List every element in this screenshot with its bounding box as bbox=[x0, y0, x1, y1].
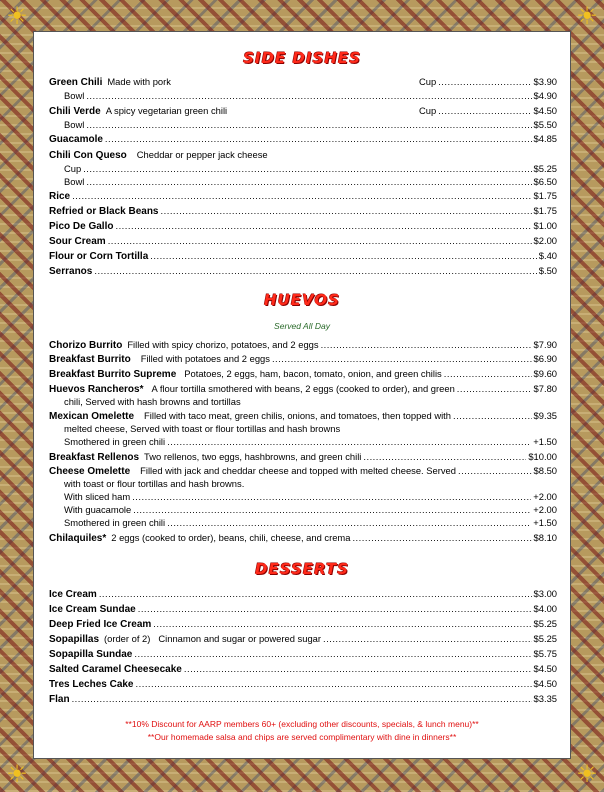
menu-item-chilaquiles: Chilaquiles* 2 eggs (cooked to order), beans, chili, cheese, and crema ..... $8.10 bbox=[49, 532, 557, 545]
sun-icon: ☀ bbox=[576, 761, 598, 788]
menu-item-chili-con-queso: Chili Con Queso Cheddar or pepper jack cheese bbox=[49, 149, 268, 161]
menu-item-description: melted cheese, Served with toast or flour tortillas and hash browns bbox=[64, 423, 341, 434]
menu-item-ice-cream: Ice Cream ..... $3.00 bbox=[49, 588, 557, 601]
menu-item-chorizo-burrito: Chorizo Burrito Filled with spicy chorizo, potatoes, and 2 eggs ..... $7.90 bbox=[49, 339, 557, 352]
menu-item-option: Smothered in green chili ..... +1.50 bbox=[64, 517, 557, 529]
section-title-desserts: DESSERTS bbox=[255, 560, 349, 578]
menu-item-tres-leches: Tres Leches Cake ..... $4.50 bbox=[49, 678, 557, 691]
sun-icon: ☀ bbox=[6, 761, 28, 788]
menu-item-cheese-omelette: Cheese Omelette Filled with jack and cheddar cheese and topped with melted cheese. Served ..... $8.50 bbox=[49, 465, 557, 478]
menu-item-chili-verde: Chili Verde A spicy vegetarian green chili Cup ..... $4.50 bbox=[49, 105, 557, 118]
menu-item-breakfast-burrito: Breakfast Burrito Filled with potatoes and 2 eggs ..... $6.90 bbox=[49, 353, 557, 366]
menu-item-burrito-supreme: Breakfast Burrito Supreme Potatoes, 2 eggs, ham, bacon, tomato, onion, and green chilis ..... $9.60 bbox=[49, 368, 557, 381]
menu-item-beans: Refried or Black Beans ..... $1.75 bbox=[49, 205, 557, 218]
menu-item-sopapillas: Sopapillas (order of 2) Cinnamon and sugar or powered sugar ..... $5.25 bbox=[49, 633, 557, 646]
menu-panel bbox=[33, 31, 571, 759]
menu-item-description: with toast or flour tortillas and hash browns. bbox=[64, 478, 245, 489]
sun-icon: ☀ bbox=[576, 3, 598, 30]
section-subtitle-huevos: Served All Day bbox=[274, 321, 330, 331]
menu-item-huevos-rancheros: Huevos Rancheros* A flour tortilla smothered with beans, 2 eggs (cooked to order), and green ..... $7.80 bbox=[49, 383, 557, 396]
menu-item-cheesecake: Salted Caramel Cheesecake ..... $4.50 bbox=[49, 663, 557, 676]
menu-item-queso-bowl: Bowl ..... $6.50 bbox=[64, 176, 557, 188]
menu-item-mexican-omelette: Mexican Omelette Filled with taco meat, green chilis, onions, and tomatoes, then topped with ..... $9.35 bbox=[49, 410, 557, 423]
menu-item-tortilla: Flour or Corn Tortilla ..... $.40 bbox=[49, 250, 557, 263]
aarp-discount-note: **10% Discount for AARP members 60+ (excluding other discounts, specials, & lunch menu)** bbox=[125, 719, 479, 729]
menu-item-flan: Flan ..... $3.35 bbox=[49, 693, 557, 706]
menu-item-deep-fried-ice-cream: Deep Fried Ice Cream ..... $5.25 bbox=[49, 618, 557, 631]
menu-item-option: With guacamole ..... +2.00 bbox=[64, 504, 557, 516]
menu-item-sopapilla-sundae: Sopapilla Sundae ..... $5.75 bbox=[49, 648, 557, 661]
menu-item-pico: Pico De Gallo ..... $1.00 bbox=[49, 220, 557, 233]
salsa-note: **Our homemade salsa and chips are served complimentary with dine in dinners** bbox=[147, 732, 457, 742]
menu-item-option: With sliced ham ..... +2.00 bbox=[64, 491, 557, 503]
menu-item-serranos: Serranos ..... $.50 bbox=[49, 265, 557, 278]
menu-item-green-chili: Green Chili Made with pork Cup ..... $3.90 bbox=[49, 76, 557, 89]
section-title-side-dishes: SIDE DISHES bbox=[243, 49, 361, 67]
menu-item-option: Smothered in green chili ..... +1.50 bbox=[64, 436, 557, 448]
menu-item-rice: Rice ..... $1.75 bbox=[49, 190, 557, 203]
menu-item-breakfast-rellenos: Breakfast Rellenos Two rellenos, two eggs, hashbrowns, and green chili ..... $10.00 bbox=[49, 451, 557, 464]
sun-icon: ☀ bbox=[6, 3, 28, 30]
menu-item-green-chili-bowl: Bowl ..... $4.90 bbox=[64, 90, 557, 102]
menu-item-queso-cup: Cup ..... $5.25 bbox=[64, 163, 557, 175]
section-title-huevos: HUEVOS bbox=[264, 291, 340, 309]
menu-item-ice-cream-sundae: Ice Cream Sundae ..... $4.00 bbox=[49, 603, 557, 616]
menu-item-guacamole: Guacamole ..... $4.85 bbox=[49, 133, 557, 146]
menu-item-chili-verde-bowl: Bowl ..... $5.50 bbox=[64, 119, 557, 131]
menu-item-description: chili, Served with hash browns and tortillas bbox=[64, 396, 241, 407]
menu-item-sour-cream: Sour Cream ..... $2.00 bbox=[49, 235, 557, 248]
